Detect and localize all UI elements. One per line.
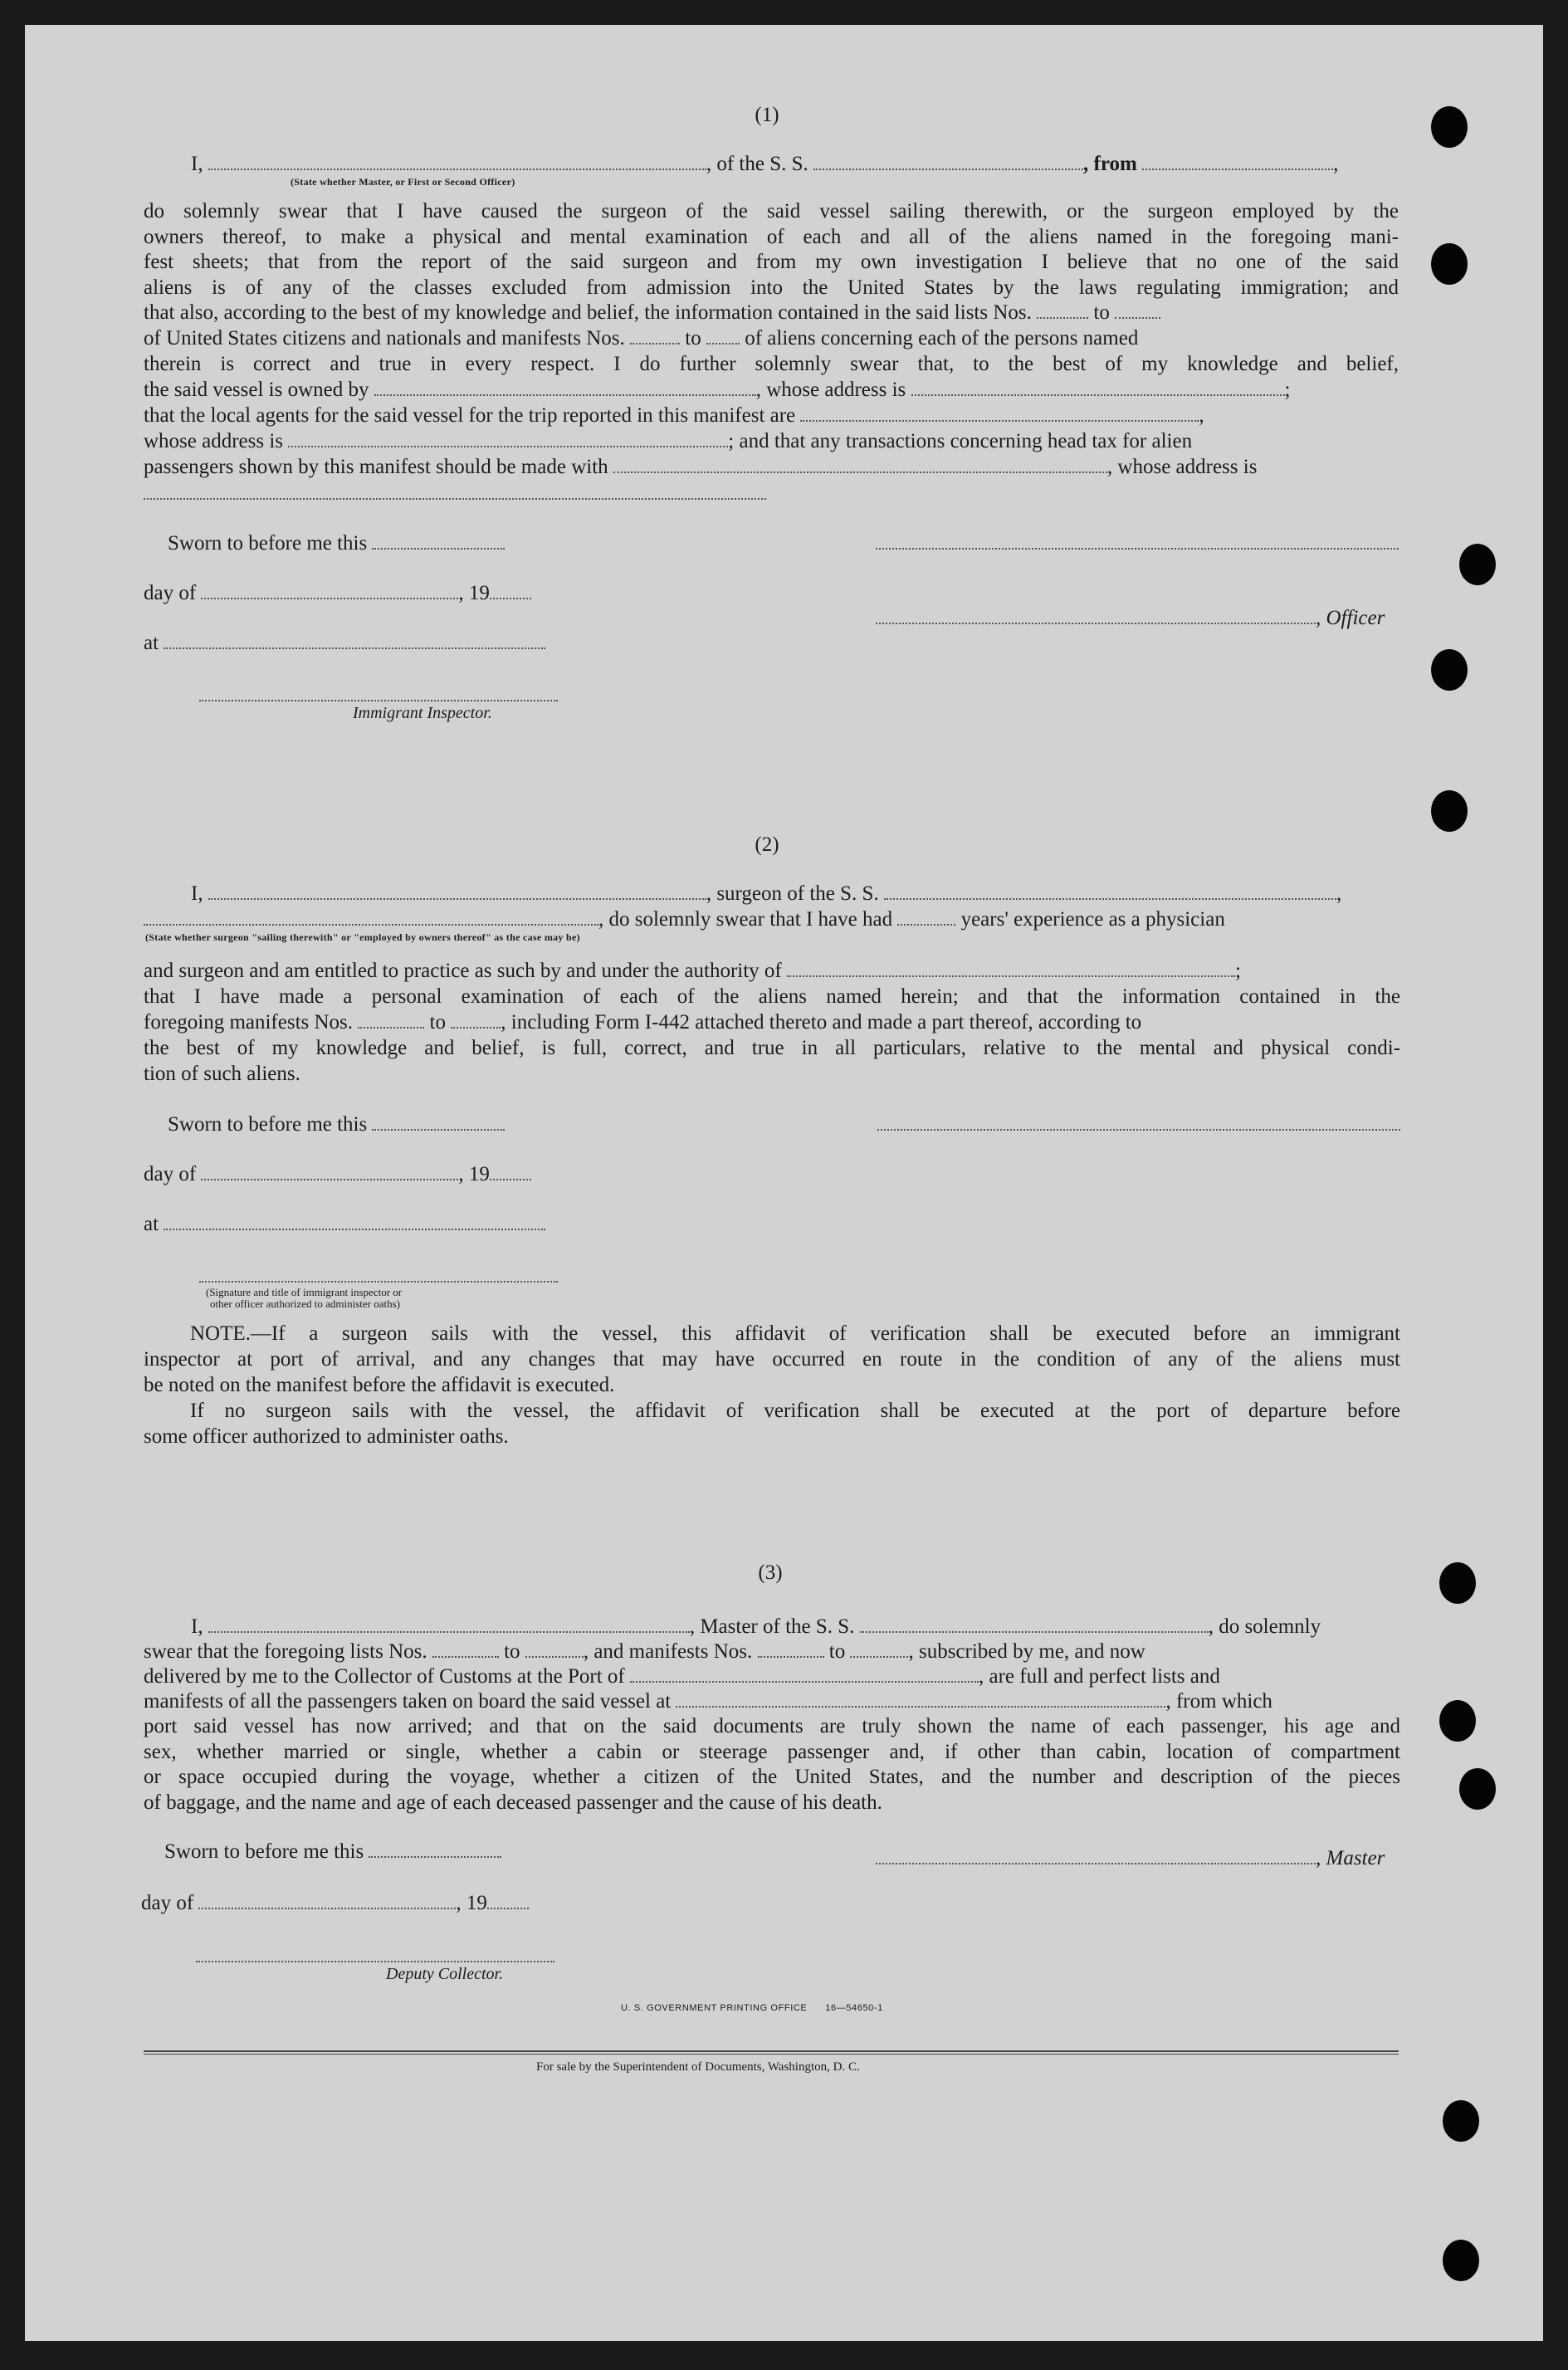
paragraph-line: or space occupied during the voyage, whether a citizen of the United States, and the number and description of the pieces [144, 1766, 1400, 1789]
caption-surgeon: (State whether surgeon "sailing therewith" or "employed by owners thereof" as the case may be) [145, 931, 580, 943]
from-port-field[interactable] [1142, 154, 1333, 170]
binder-hole [1443, 2100, 1479, 2142]
section-1-number: (1) [755, 104, 779, 126]
at-label: at [144, 1213, 159, 1235]
i-label: I, [191, 882, 203, 905]
day-of-line-3 [141, 1891, 529, 1916]
from-label: , from [1083, 153, 1137, 175]
semicolon: ; [1235, 960, 1241, 982]
officer-signature-line-1[interactable] [876, 548, 1399, 550]
paragraph-line: whose address is [144, 430, 284, 452]
binder-hole [1439, 1700, 1476, 1742]
comma: , [1199, 404, 1204, 427]
master-line-3 [144, 1664, 1220, 1689]
manifests-to-field[interactable] [451, 1012, 501, 1029]
manifests-to-field[interactable] [850, 1641, 908, 1658]
comma: , [1336, 882, 1342, 905]
day-of-line-1 [144, 581, 531, 606]
sworn-day-field[interactable] [372, 1114, 505, 1131]
paragraph-line: and surgeon and am entitled to practice as such by and under the authority of [144, 960, 782, 982]
sworn-label: Sworn to before me this [168, 1113, 368, 1136]
sworn-day-field[interactable] [369, 1841, 501, 1858]
i-label: I, [191, 1615, 203, 1638]
sworn-line-1 [168, 531, 505, 556]
inspector-signature-line[interactable] [199, 700, 558, 701]
deputy-signature-line[interactable] [196, 1961, 554, 1962]
binder-hole [1459, 1768, 1496, 1810]
section-1-first-line [191, 152, 1338, 177]
whose-address-label: , whose address is [755, 379, 906, 401]
port-field[interactable] [630, 1666, 979, 1683]
local-agents-line [144, 403, 1204, 428]
binder-hole [1443, 2240, 1479, 2281]
paragraph-line: of aliens concerning each of the persons named [745, 327, 1139, 349]
binder-hole [1431, 790, 1468, 832]
sworn-line-3 [164, 1840, 501, 1864]
master-label: , Master [1316, 1847, 1385, 1869]
owned-by-line [144, 378, 1290, 403]
section-2-number: (2) [755, 833, 779, 856]
years-experience-field[interactable] [897, 909, 955, 926]
section-3-number: (3) [758, 1561, 783, 1584]
binder-hole [1431, 649, 1468, 691]
paragraph-line: therein is correct and true in every respect. I do further solemnly swear that, to the best of my knowledge and belief, [144, 353, 1399, 375]
paragraph-line: port said vessel has now arrived; and that on the said documents are truly shown the name of each passenger, his age and [144, 1715, 1400, 1737]
to-label: to [429, 1011, 446, 1034]
paragraph-line: do solemnly swear that I have caused the surgeon of the said vessel sailing therewith, or the surgeon employed by the [144, 200, 1399, 222]
lists-to-field[interactable] [525, 1641, 584, 1658]
paragraph-line: , are full and perfect lists and [979, 1665, 1220, 1688]
paragraph-line: that I have made a personal examination of each of the aliens named herein; and that the information contained in the [144, 985, 1400, 1008]
caption-master: (State whether Master, or First or Second Officer) [291, 176, 515, 188]
section-2-paragraph-b [144, 1036, 1400, 1062]
to-label: to [1093, 301, 1110, 324]
year-label: , 19 [456, 1892, 487, 1914]
day-of-label: day of [141, 1892, 194, 1914]
binder-hole [1459, 544, 1496, 585]
day-of-month-field[interactable] [201, 1164, 458, 1180]
paragraph-line: , subscribed by me, and now [908, 1640, 1145, 1663]
boarding-port-field[interactable] [676, 1691, 1165, 1708]
paragraph-line: , from which [1165, 1690, 1272, 1713]
master-line-2 [144, 1639, 1145, 1664]
paragraph-line: , and manifests Nos. [583, 1640, 753, 1663]
paragraph-line: that the local agents for the said vessel for the trip reported in this manifest are [144, 404, 796, 427]
master-name-field[interactable] [208, 1616, 690, 1633]
surgeon-name-field[interactable] [208, 883, 706, 900]
do-solemnly-label: , do solemnly [1208, 1615, 1321, 1638]
paragraph-line: of United States citizens and nationals and manifests Nos. [144, 327, 625, 349]
for-sale-line: For sale by the Superintendent of Documents, Washington, D. C. [536, 2060, 860, 2074]
note-line: NOTE.—If a surgeon sails with the vessel, this affidavit of verification shall be executed before an immigrant [190, 1322, 1400, 1345]
comma: , [1333, 153, 1339, 175]
head-tax-line [144, 455, 1257, 480]
paragraph-line: swear that the foregoing lists Nos. [144, 1640, 427, 1663]
lists-to-field[interactable] [1115, 302, 1160, 319]
official-signature-line[interactable] [199, 1281, 558, 1283]
paragraph-line: the said vessel is owned by [144, 379, 369, 401]
surgeon-line-1 [191, 882, 1341, 906]
owner-field[interactable] [374, 379, 756, 396]
foregoing-manifests-line [144, 1010, 1141, 1035]
local-agents-field[interactable] [800, 405, 1199, 422]
paragraph-line: fest sheets; that from the report of the said surgeon and from my own investigation I believe that no one of the said [144, 251, 1399, 274]
binder-hole [1431, 106, 1468, 148]
paragraph-line: aliens is of any of the classes excluded from admission into the United States by the laws regulating immigration; and [144, 276, 1399, 299]
paragraph-line: owners thereof, to make a physical and mental examination of each and all of the aliens named in the foregoing mani- [144, 225, 1399, 248]
surgeon-status-field[interactable] [144, 909, 598, 926]
master-line-1 [191, 1615, 1321, 1639]
i-label: I, [191, 153, 203, 175]
note-line: inspector at port of arrival, and any changes that may have occurred en route in the condition of any of the aliens must [144, 1347, 1400, 1371]
paragraph-line: foregoing manifests Nos. [144, 1011, 354, 1034]
surgeon-of-ss-label: , surgeon of the S. S. [706, 882, 879, 905]
agents-address-line [144, 429, 1192, 454]
manifests-from-field[interactable] [358, 1012, 424, 1029]
at-label: at [144, 632, 159, 654]
officer-rank-field[interactable] [208, 154, 706, 170]
paragraph-line: delivered by me to the Collector of Customs at the Port of [144, 1665, 625, 1688]
deputy-caption: Deputy Collector. [386, 1965, 504, 1983]
day-of-label: day of [144, 582, 197, 604]
lists-line [144, 301, 1160, 325]
surgeon-vessel-field[interactable] [884, 883, 1336, 900]
paragraph-line: ; and that any transactions concerning head tax for alien [728, 430, 1193, 452]
day-of-line-2 [144, 1162, 531, 1187]
paragraph-line: passengers shown by this manifest should be made with [144, 456, 608, 478]
note-paragraph [144, 1322, 1400, 1372]
manifests-line [144, 326, 1138, 351]
master-line-4 [144, 1689, 1272, 1714]
lists-from-field[interactable] [1037, 302, 1088, 319]
day-of-month-field[interactable] [198, 1893, 456, 1909]
caption-signature: (Signature and title of immigrant inspector or [206, 1286, 403, 1298]
to-label: to [504, 1640, 520, 1663]
paragraph-line: manifests of all the passengers taken on board the said vessel at [144, 1690, 672, 1713]
year-field[interactable] [490, 583, 531, 599]
owner-address-field[interactable] [911, 379, 1285, 396]
printing-office-line: U. S. GOVERNMENT PRINTING OFFICE 16—54650-1 [621, 2003, 883, 2013]
lists-from-field[interactable] [432, 1641, 499, 1658]
authority-field[interactable] [787, 960, 1235, 977]
binder-hole [1439, 1562, 1476, 1604]
to-label: to [685, 327, 701, 349]
officer-signature-field[interactable] [876, 608, 1316, 624]
section-2-paragraph [144, 985, 1400, 1010]
year-label: , 19 [458, 582, 490, 604]
paragraph-line: of baggage, and the name and age of each deceased passenger and the cause of his death. [144, 1791, 882, 1814]
year-label: , 19 [458, 1163, 490, 1185]
paragraph-line: sex, whether married or single, whether a cabin or steerage passenger and, if other than cabin, location of compartment [144, 1740, 1400, 1763]
section-1-paragraph [144, 199, 1399, 301]
authority-line [144, 959, 1241, 984]
master-vessel-field[interactable] [860, 1616, 1209, 1633]
note-line: be noted on the manifest before the affidavit is executed. [144, 1374, 615, 1396]
sworn-label: Sworn to before me this [168, 532, 368, 555]
manifests-from-field[interactable] [630, 328, 680, 345]
day-of-label: day of [144, 1163, 197, 1185]
at-place-field[interactable] [164, 1214, 545, 1230]
footer-rule [144, 2054, 1399, 2055]
sworn-day-field[interactable] [372, 533, 505, 550]
manifests-from-field[interactable] [758, 1641, 824, 1658]
at-line-2 [144, 1212, 545, 1237]
caption-signature: other officer authorized to administer oaths) [210, 1297, 400, 1310]
master-signature-field[interactable] [876, 1848, 1316, 1864]
officer-label: , Officer [1316, 607, 1385, 629]
sworn-line-2 [168, 1112, 505, 1137]
head-tax-address-field[interactable] [144, 498, 766, 500]
whose-address-label: , whose address is [1106, 456, 1258, 478]
paragraph-line: the best of my knowledge and belief, is full, correct, and true in all particulars, relative to the mental and physical condi- [144, 1037, 1400, 1059]
solemnly-label: , do solemnly swear that I have had [598, 908, 893, 931]
surgeon-line-2 [144, 907, 1225, 932]
vessel-name-field[interactable] [813, 154, 1083, 170]
footer-rule [144, 2050, 1399, 2052]
surgeon-signature-line[interactable] [877, 1129, 1400, 1131]
years-label: years' experience as a physician [960, 908, 1225, 931]
inspector-caption: Immigrant Inspector. [353, 704, 492, 722]
note2-paragraph [144, 1399, 1400, 1424]
sworn-label: Sworn to before me this [164, 1840, 364, 1863]
at-line-1 [144, 631, 545, 656]
manifests-to-field[interactable] [706, 328, 740, 345]
semicolon: ; [1284, 379, 1291, 401]
officer-line [876, 606, 1385, 631]
agents-address-field[interactable] [288, 431, 728, 447]
section-1-paragraph-b [144, 352, 1399, 378]
paragraph-line: that also, according to the best of my knowledge and belief, the information contained in the said lists Nos. [144, 301, 1032, 324]
year-field[interactable] [487, 1893, 529, 1909]
master-of-ss-label: , Master of the S. S. [689, 1615, 855, 1638]
master-signature-line [876, 1846, 1385, 1871]
paragraph-line: tion of such aliens. [144, 1063, 300, 1085]
to-label: to [828, 1640, 846, 1663]
head-tax-agent-field[interactable] [613, 457, 1107, 473]
binder-hole [1431, 243, 1468, 285]
year-field[interactable] [490, 1164, 531, 1180]
paragraph-line: , including Form I-442 attached thereto and made a part thereof, according to [501, 1011, 1142, 1034]
note-line: some officer authorized to administer oaths. [144, 1425, 509, 1448]
day-of-month-field[interactable] [201, 583, 458, 599]
at-place-field[interactable] [164, 633, 545, 649]
section-3-paragraph [144, 1714, 1400, 1791]
of-ss-label: , of the S. S. [706, 153, 808, 175]
note-line: If no surgeon sails with the vessel, the affidavit of verification shall be executed at the port of departure before [190, 1400, 1400, 1422]
